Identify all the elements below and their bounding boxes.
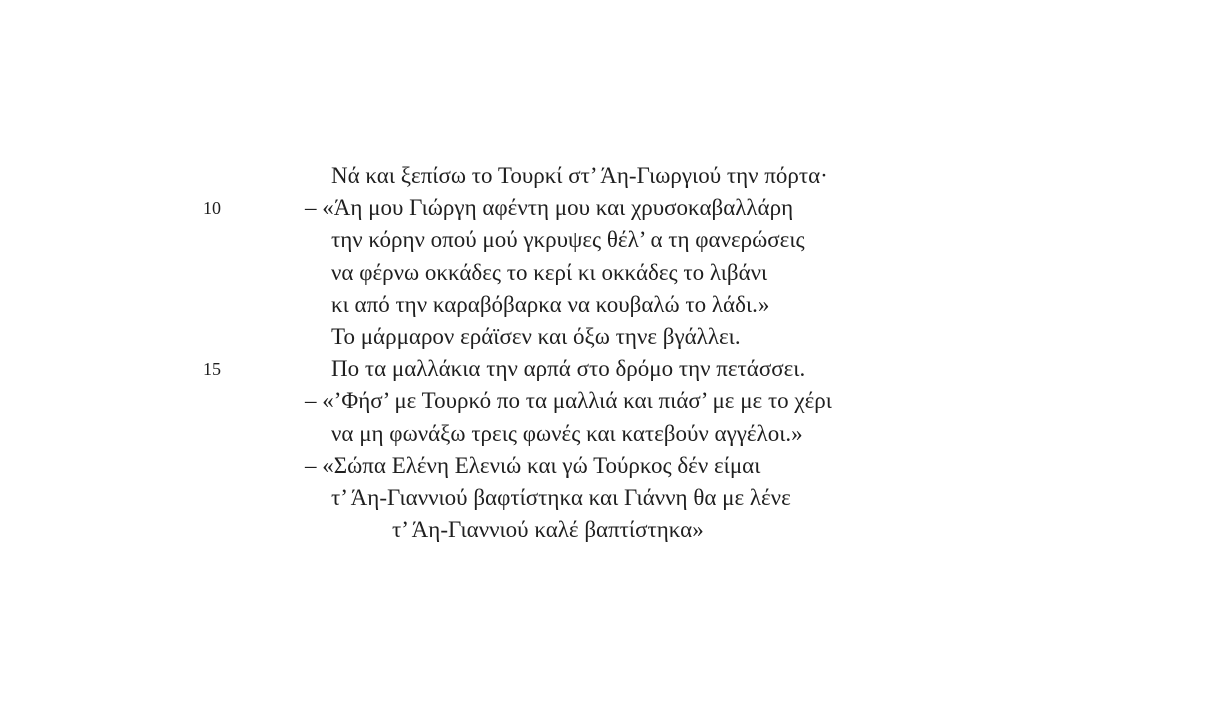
poem-block (0, 160, 1224, 546)
verse-text: να μη φωνάξω τρεις φωνές και κατεβούν αγγέλοι.» (331, 420, 803, 446)
poem-line (0, 289, 1224, 321)
poem-line (0, 224, 1224, 256)
line-number: 15 (203, 359, 221, 380)
poem-line (0, 192, 1224, 224)
verse-text: Νά και ξεπίσω το Τουρκί στ’ Άη-Γιωργιού την πόρτα· (331, 163, 828, 188)
verse-text: – «’Φήσ’ με Τουρκό πο τα μαλλιά και πιάσ’ με με το χέρι (305, 388, 832, 414)
line-number: 10 (203, 198, 221, 219)
verse-text: – «Άη μου Γιώργη αφέντη μου και χρυσοκαβαλλάρη (305, 195, 794, 221)
verse-text: τ’ Άη-Γιαννιού καλέ βαπτίστηκα» (392, 517, 704, 543)
poem-line (0, 160, 1224, 192)
poem-line (0, 450, 1224, 482)
verse-text: την κόρην οπού μού γκρυψες θέλ’ α τη φανερώσεις (331, 227, 805, 253)
verse-text: κι από την καραβόβαρκα να κουβαλώ το λάδι.» (331, 291, 770, 317)
poem-line (0, 482, 1224, 514)
poem-line (0, 257, 1224, 289)
verse-text: Πο τα μαλλάκια την αρπά στο δρόμο την πετάσσει. (331, 356, 806, 382)
poem-line (0, 418, 1224, 450)
poem-line (0, 385, 1224, 417)
verse-text: να φέρνω οκκάδες το κερί κι οκκάδες το λιβάνι (331, 259, 768, 285)
poem-line (0, 321, 1224, 353)
verse-text: Το μάρμαρον εράϊσεν και όξω τηνε βγάλλει. (331, 323, 741, 349)
verse-text: – «Σώπα Ελένη Ελενιώ και γώ Τούρκος δέν είμαι (305, 452, 761, 478)
poem-line (0, 353, 1224, 385)
poem-line (0, 514, 1224, 546)
verse-text: τ’ Άη-Γιαννιού βαφτίστηκα και Γιάννη θα με λένε (331, 484, 791, 510)
